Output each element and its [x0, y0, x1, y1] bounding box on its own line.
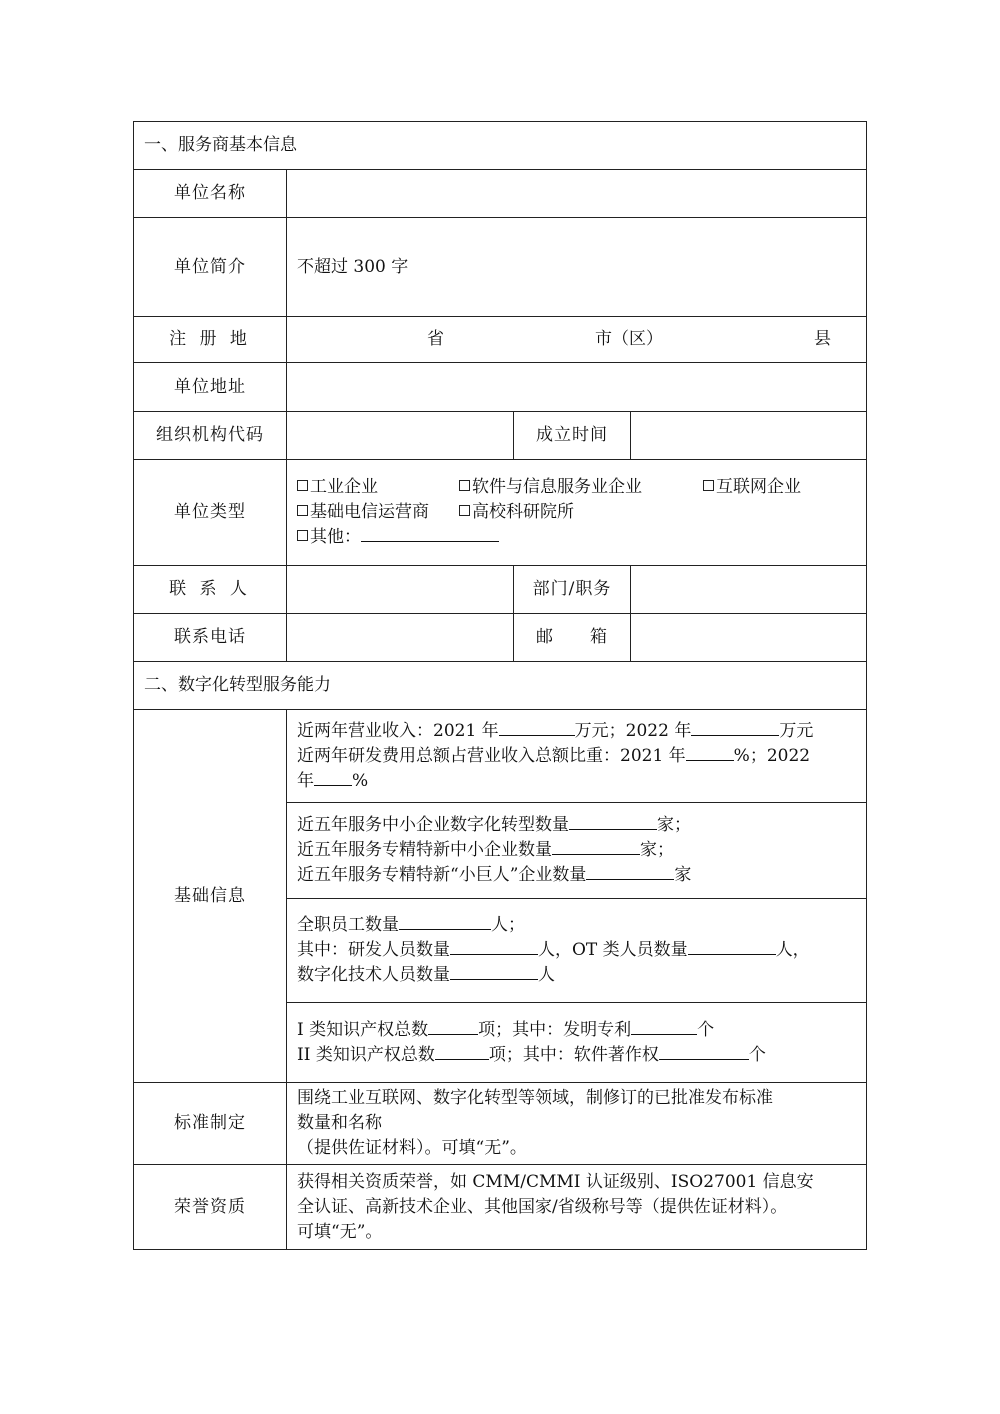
staff-line3-prefix: 数字化技术人员数量 [297, 965, 450, 985]
honors-line3: 可填“无”。 [297, 1221, 383, 1242]
staff-line2-suffix: 人， [775, 940, 810, 960]
address-label: 单位地址 [134, 363, 287, 412]
checkbox-icon[interactable] [459, 505, 470, 516]
staff-cell [287, 899, 867, 1003]
software-copyright-blank[interactable] [659, 1043, 749, 1060]
other-blank[interactable] [361, 525, 499, 542]
founded-label: 成立时间 [514, 412, 631, 460]
email-field[interactable] [631, 614, 867, 662]
address-row [134, 363, 867, 412]
patent-blank[interactable] [631, 1018, 697, 1035]
province-label: 省 [427, 329, 444, 349]
unit-type-row [134, 460, 867, 566]
checkbox-icon[interactable] [297, 480, 308, 491]
company-name-label: 单位名称 [134, 170, 287, 218]
services-line2-suffix: 家； [640, 840, 674, 860]
intro-label: 单位简介 [134, 218, 287, 317]
staff-digital-blank[interactable] [450, 963, 538, 980]
staff-line2-prefix: 其中：研发人员数量 [297, 940, 450, 960]
address-field[interactable] [287, 363, 867, 412]
option-other[interactable]: 其他： [297, 525, 361, 550]
registered-field[interactable] [287, 317, 867, 363]
org-code-field[interactable] [287, 412, 514, 460]
registered-row [134, 317, 867, 363]
honors-line2: 全认证、高新技术企业、其他国家/省级称号等（提供佐证材料）。 [297, 1196, 788, 1217]
rd-year2: 年 [297, 770, 314, 791]
ip-line2-prefix: II 类知识产权总数 [297, 1044, 435, 1065]
intro-row [134, 218, 867, 317]
services-line2-prefix: 近五年服务专精特新中小企业数量 [297, 840, 552, 860]
option-industrial[interactable]: 工业企业 [297, 475, 459, 500]
revenue-row [134, 710, 867, 803]
checkbox-icon[interactable] [297, 530, 308, 541]
revenue-2021-blank[interactable] [499, 719, 575, 736]
ip1-total-blank[interactable] [428, 1018, 478, 1035]
revenue-prefix: 近两年营业收入：2021 年 [297, 720, 499, 741]
ip2-total-blank[interactable] [435, 1043, 489, 1060]
option-internet[interactable]: 互联网企业 [703, 475, 801, 500]
standards-line1: 围绕工业互联网、数字化转型等领域，制修订的已批准发布标准 [297, 1088, 773, 1108]
county-label: 县 [814, 329, 831, 349]
rd-2022-blank[interactable] [314, 769, 352, 786]
honors-row [134, 1165, 867, 1250]
staff-line1-suffix: 人； [491, 915, 525, 935]
ip-line2-suffix: 个 [748, 1044, 766, 1065]
dept-field[interactable] [631, 566, 867, 614]
honors-label: 荣誉资质 [134, 1165, 287, 1250]
intro-field[interactable]: 不超过 300 字 [287, 218, 867, 317]
unit-type-label: 单位类型 [134, 460, 287, 566]
standards-line2: 数量和名称 [297, 1113, 382, 1133]
revenue-cell [287, 710, 867, 803]
section-header-row [134, 122, 867, 170]
rd-suffix: % [352, 770, 369, 791]
ip-line2-mid: 项；其中：软件著作权 [488, 1044, 659, 1065]
section2-title: 二、数字化转型服务能力 [134, 662, 867, 710]
services-blank-2[interactable] [552, 838, 640, 855]
staff-ot-blank[interactable] [688, 938, 776, 955]
phone-field[interactable] [287, 614, 514, 662]
org-code-row [134, 412, 867, 460]
unit-type-options [287, 460, 867, 566]
staff-rd-blank[interactable] [450, 938, 538, 955]
services-cell [287, 803, 867, 899]
ip-line1-mid: 项；其中：发明专利 [478, 1019, 632, 1040]
services-blank-1[interactable] [569, 813, 657, 830]
option-university[interactable]: 高校科研院所 [459, 500, 574, 525]
services-blank-3[interactable] [586, 863, 674, 880]
services-line1-prefix: 近五年服务中小企业数字化转型数量 [297, 815, 569, 835]
honors-line1: 获得相关资质荣誉，如 CMM/CMMI 认证级别、ISO27001 信息安 [297, 1171, 814, 1192]
checkbox-icon[interactable] [703, 480, 714, 491]
staff-line3-suffix: 人 [538, 965, 555, 985]
ip-line1-suffix: 个 [697, 1019, 715, 1040]
contact-label: 联 系 人 [134, 566, 287, 614]
staff-line1-prefix: 全职员工数量 [297, 915, 399, 935]
ip-line1-prefix: I 类知识产权总数 [297, 1019, 429, 1040]
services-line3-suffix: 家 [674, 865, 692, 885]
founded-field[interactable] [631, 412, 867, 460]
checkbox-icon[interactable] [459, 480, 470, 491]
honors-field[interactable] [287, 1165, 867, 1250]
services-line3-prefix: 近五年服务专精特新“小巨人”企业数量 [297, 865, 587, 885]
rd-prefix: 近两年研发费用总额占营业收入总额比重：2021 年 [297, 745, 686, 766]
rd-2021-blank[interactable] [686, 744, 734, 761]
registered-label: 注 册 地 [134, 317, 287, 363]
company-name-row [134, 170, 867, 218]
standards-field[interactable] [287, 1083, 867, 1165]
ip-cell [287, 1003, 867, 1083]
services-line1-suffix: 家； [657, 815, 691, 835]
standards-line3: （提供佐证材料）。可填“无”。 [297, 1138, 527, 1158]
service-provider-form [133, 121, 867, 1250]
contact-row [134, 566, 867, 614]
email-label: 邮 箱 [514, 614, 631, 662]
revenue-unit2: 万元 [779, 720, 814, 741]
revenue-unit1: 万元；2022 年 [574, 720, 692, 741]
company-name-field[interactable] [287, 170, 867, 218]
contact-field[interactable] [287, 566, 514, 614]
dept-label: 部门/职务 [514, 566, 631, 614]
revenue-2022-blank[interactable] [691, 719, 779, 736]
section-title: 一、服务商基本信息 [134, 122, 867, 170]
section2-header-row [134, 662, 867, 710]
checkbox-icon[interactable] [297, 505, 308, 516]
phone-row [134, 614, 867, 662]
option-telecom[interactable]: 基础电信运营商 [297, 500, 459, 525]
staff-line2-mid: 人，OT 类人员数量 [538, 940, 688, 960]
standards-label: 标准制定 [134, 1083, 287, 1165]
org-code-label: 组织机构代码 [134, 412, 287, 460]
option-software[interactable]: 软件与信息服务业企业 [459, 475, 703, 500]
basic-info-label: 基础信息 [134, 710, 287, 1083]
rd-mid: %；2022 [733, 745, 811, 766]
city-label: 市（区） [595, 329, 663, 349]
standards-row [134, 1083, 867, 1165]
phone-label: 联系电话 [134, 614, 287, 662]
staff-total-blank[interactable] [399, 913, 491, 930]
